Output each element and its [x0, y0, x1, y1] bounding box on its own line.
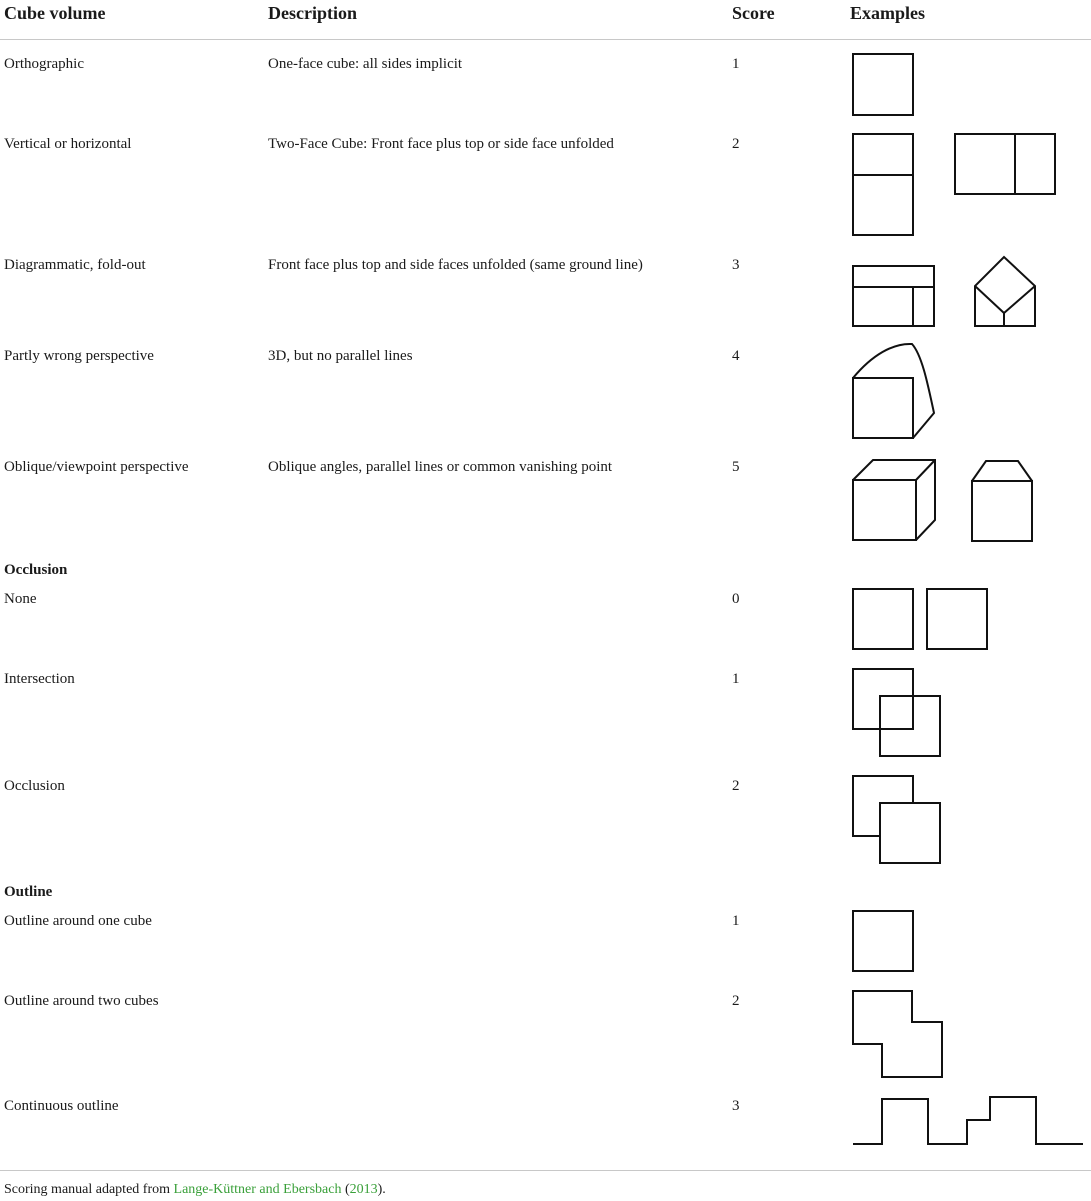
- oblique-cube-drawing: [853, 460, 1032, 541]
- row-label-none: None: [4, 591, 37, 607]
- row-label-diagrammatic: Diagrammatic, fold-out: [4, 257, 146, 273]
- caption-close: ).: [377, 1182, 386, 1197]
- row-label-continuous: Continuous outline: [4, 1098, 119, 1114]
- row-score-intersection: 1: [732, 671, 740, 687]
- header-examples: Examples: [850, 3, 926, 23]
- two-cube-outline-drawing: [853, 991, 942, 1077]
- row-score-partly-wrong: 4: [732, 348, 740, 364]
- row-description-diagrammatic: Front face plus top and side faces unfolded (same ground line): [268, 257, 643, 273]
- header-cube-volume: Cube volume: [4, 3, 106, 23]
- row-score-none: 0: [732, 591, 740, 607]
- citation-authors-link[interactable]: Lange-Küttner and Ebersbach: [173, 1182, 342, 1197]
- row-label-vertical-horizontal: Vertical or horizontal: [4, 136, 132, 152]
- row-label-partly-wrong: Partly wrong perspective: [4, 348, 154, 364]
- two-face-unfolded-drawing: [853, 134, 1055, 235]
- fold-out-drawing: [853, 257, 1035, 326]
- row-score-vertical-horizontal: 2: [732, 136, 740, 152]
- caption-prefix: Scoring manual adapted from: [4, 1182, 174, 1197]
- wrong-perspective-drawing: [853, 344, 934, 438]
- outline-heading: Outline: [4, 884, 53, 900]
- row-label-intersection: Intersection: [4, 671, 75, 687]
- row-label-oblique: Oblique/viewpoint perspective: [4, 459, 189, 475]
- row-label-outline-two: Outline around two cubes: [4, 993, 159, 1009]
- header-score: Score: [732, 3, 775, 23]
- one-cube-outline-drawing: [853, 911, 913, 971]
- row-description-vertical-horizontal: Two-Face Cube: Front face plus top or side face unfolded: [268, 136, 614, 152]
- continuous-outline-drawing: [853, 1097, 1083, 1144]
- separate-squares-drawing: [853, 589, 987, 649]
- row-description-oblique: Oblique angles, parallel lines or common vanishing point: [268, 459, 613, 475]
- row-description-orthographic: One-face cube: all sides implicit: [268, 56, 463, 72]
- row-score-diagrammatic: 3: [732, 257, 740, 273]
- occluding-squares-drawing: [853, 776, 940, 863]
- row-label-outline-one: Outline around one cube: [4, 913, 152, 929]
- row-score-continuous: 3: [732, 1098, 740, 1114]
- occlusion-heading: Occlusion: [4, 562, 68, 578]
- header-description: Description: [268, 3, 357, 23]
- row-score-outline-two: 2: [732, 993, 740, 1009]
- row-score-occlusion: 2: [732, 778, 740, 794]
- row-score-outline-one: 1: [732, 913, 740, 929]
- row-score-oblique: 5: [732, 459, 740, 475]
- intersecting-squares-drawing: [853, 669, 940, 756]
- single-square-drawing: [853, 54, 913, 115]
- row-label-orthographic: Orthographic: [4, 56, 84, 72]
- citation-year-link[interactable]: 2013: [349, 1182, 378, 1197]
- row-description-partly-wrong: 3D, but no parallel lines: [268, 348, 413, 364]
- row-label-occlusion: Occlusion: [4, 778, 65, 794]
- caption-open-paren: (: [341, 1182, 350, 1197]
- row-score-orthographic: 1: [732, 56, 740, 72]
